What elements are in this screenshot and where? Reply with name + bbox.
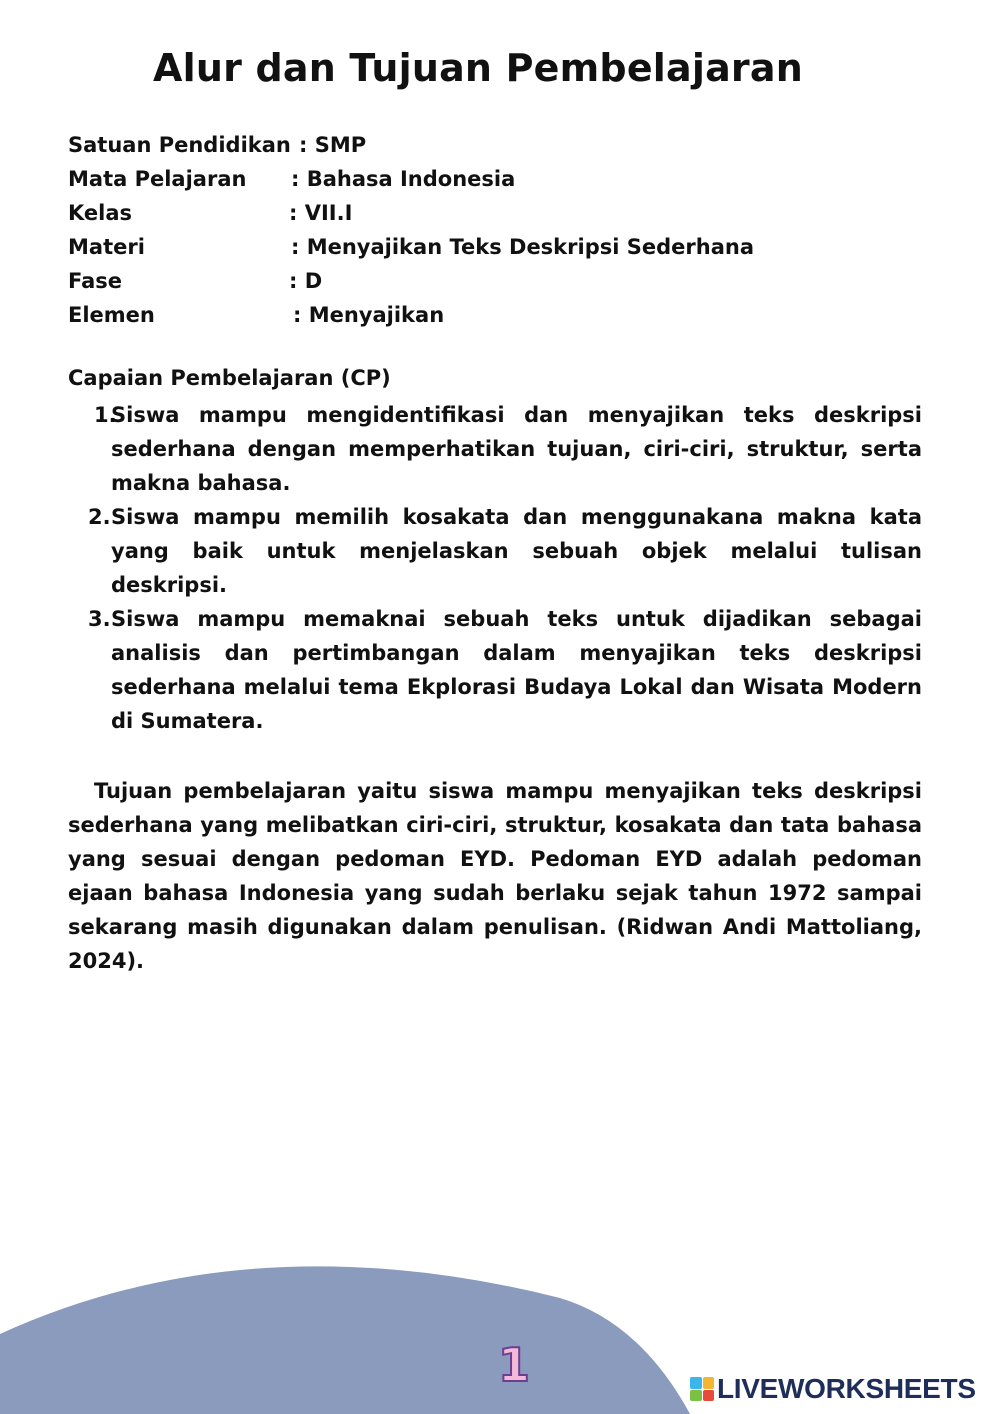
list-item-number: 1.	[94, 403, 117, 427]
logo-square	[703, 1377, 715, 1389]
identity-label: Materi	[68, 235, 145, 259]
identity-row-fase	[68, 264, 754, 298]
footer-wave-shape	[0, 1266, 690, 1414]
list-item-text: Siswa mampu memilih kosakata dan menggunakana makna kata yang baik untuk menjelaskan sebuah objek melalui tulisan deskripsi.	[111, 505, 922, 597]
list-item-number: 3.	[88, 607, 111, 631]
identity-value: : Bahasa Indonesia	[291, 167, 516, 191]
identity-row-mapel	[68, 162, 754, 196]
list-item-text: Siswa mampu mengidentifikasi dan menyajikan teks deskripsi sederhana dengan memperhatikan tujuan, ciri-ciri, struktur, serta makna bahasa.	[111, 403, 922, 495]
identity-row-materi	[68, 230, 754, 264]
page-number: 1	[497, 1338, 530, 1392]
identity-label: Mata Pelajaran	[68, 167, 247, 191]
list-item	[68, 398, 922, 500]
list-item	[68, 602, 922, 738]
list-item	[68, 500, 922, 602]
page-title: Alur dan Tujuan Pembelajaran	[153, 46, 803, 90]
identity-value: : VII.I	[289, 201, 353, 225]
identity-row-kelas	[68, 196, 754, 230]
cp-list	[68, 398, 922, 738]
identity-label: Fase	[68, 269, 123, 293]
identity-label: Satuan Pendidikan	[68, 133, 291, 157]
logo-square	[703, 1390, 715, 1402]
list-item-number: 2.	[88, 505, 111, 529]
cp-heading: Capaian Pembelajaran (CP)	[68, 366, 391, 390]
identity-label: Elemen	[68, 303, 155, 327]
identity-value: : Menyajikan Teks Deskripsi Sederhana	[291, 235, 754, 259]
tujuan-paragraph: Tujuan pembelajaran yaitu siswa mampu menyajikan teks deskripsi sederhana yang melibatkan ciri-ciri, struktur, kosakata dan tata bahasa yang sesuai dengan pedoman EYD. Pedoman EYD adalah pedoman ejaan bahasa Indonesia yang sudah berlaku sejak tahun 1972 sampai sekarang masih digunakan dalam penulisan. (Ridwan Andi Mattoliang, 2024).	[68, 779, 922, 973]
identity-value: : Menyajikan	[293, 303, 445, 327]
identity-row-elemen	[68, 298, 754, 332]
identity-label: Kelas	[68, 201, 133, 225]
logo-square	[690, 1377, 702, 1389]
liveworksheets-brand: LIVEWORKSHEETS	[717, 1373, 976, 1404]
identity-value: : SMP	[299, 133, 367, 157]
logo-square	[690, 1390, 702, 1402]
liveworksheets-icon	[690, 1377, 714, 1401]
list-item-text: Siswa mampu memaknai sebuah teks untuk dijadikan sebagai analisis dan pertimbangan dalam menyajikan teks deskripsi sederhana melalui tema Ekplorasi Budaya Lokal dan Wisata Modern di Sumatera.	[111, 607, 922, 733]
liveworksheets-logo	[690, 1372, 976, 1406]
identity-row-satuan	[68, 128, 754, 162]
identity-value: : D	[289, 269, 323, 293]
identity-block	[68, 128, 754, 332]
